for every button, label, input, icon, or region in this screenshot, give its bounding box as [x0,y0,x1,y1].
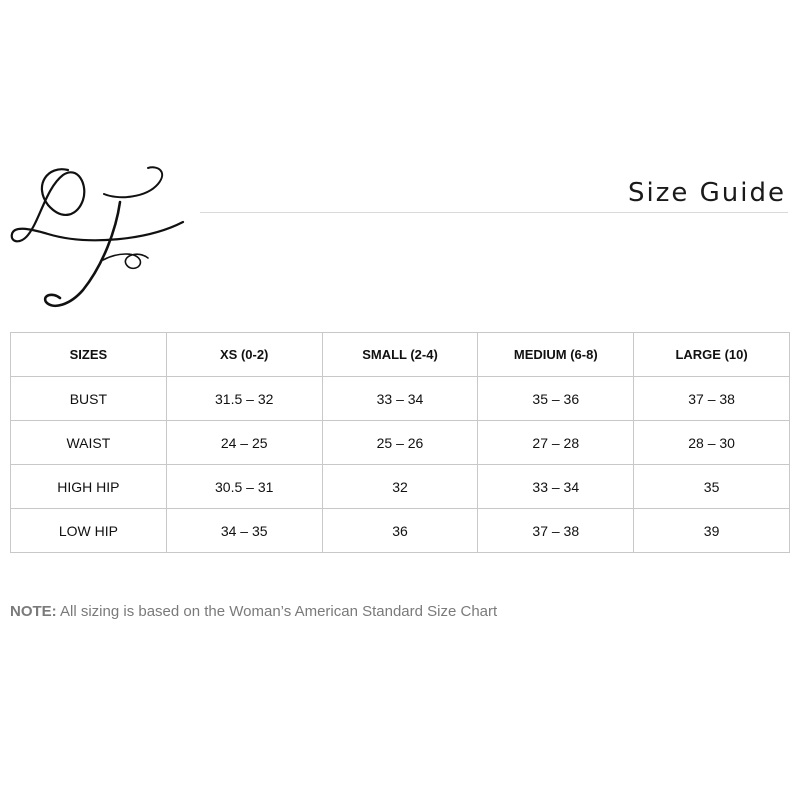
lf-monogram-logo [8,160,198,320]
table-cell: 32 [322,465,478,509]
table-row [11,421,790,465]
table-cell: 33 – 34 [478,465,634,509]
row-label: BUST [11,377,167,421]
column-header: MEDIUM (6-8) [478,333,634,377]
table-row [11,377,790,421]
note-text: All sizing is based on the Woman’s American Standard Size Chart [56,603,498,620]
table-cell: 27 – 28 [478,421,634,465]
row-label: WAIST [11,421,167,465]
table-cell: 24 – 25 [166,421,322,465]
header-divider [200,212,788,213]
column-header: SMALL (2-4) [322,333,478,377]
column-header: XS (0-2) [166,333,322,377]
table-cell: 37 – 38 [634,377,790,421]
table-header-row [11,333,790,377]
table-cell: 39 [634,509,790,553]
table-cell: 34 – 35 [166,509,322,553]
table-cell: 33 – 34 [322,377,478,421]
table-cell: 37 – 38 [478,509,634,553]
note-label: NOTE: [10,603,57,620]
table-row [11,465,790,509]
size-chart-table [10,332,790,553]
sizing-note [10,603,497,620]
table-cell: 36 [322,509,478,553]
row-label: HIGH HIP [11,465,167,509]
table-row [11,509,790,553]
row-label: LOW HIP [11,509,167,553]
table-cell: 31.5 – 32 [166,377,322,421]
table-cell: 35 [634,465,790,509]
column-header: LARGE (10) [634,333,790,377]
page-title: Size Guide [628,178,786,208]
table-cell: 30.5 – 31 [166,465,322,509]
table-cell: 28 – 30 [634,421,790,465]
table-cell: 25 – 26 [322,421,478,465]
table-cell: 35 – 36 [478,377,634,421]
column-header: SIZES [11,333,167,377]
